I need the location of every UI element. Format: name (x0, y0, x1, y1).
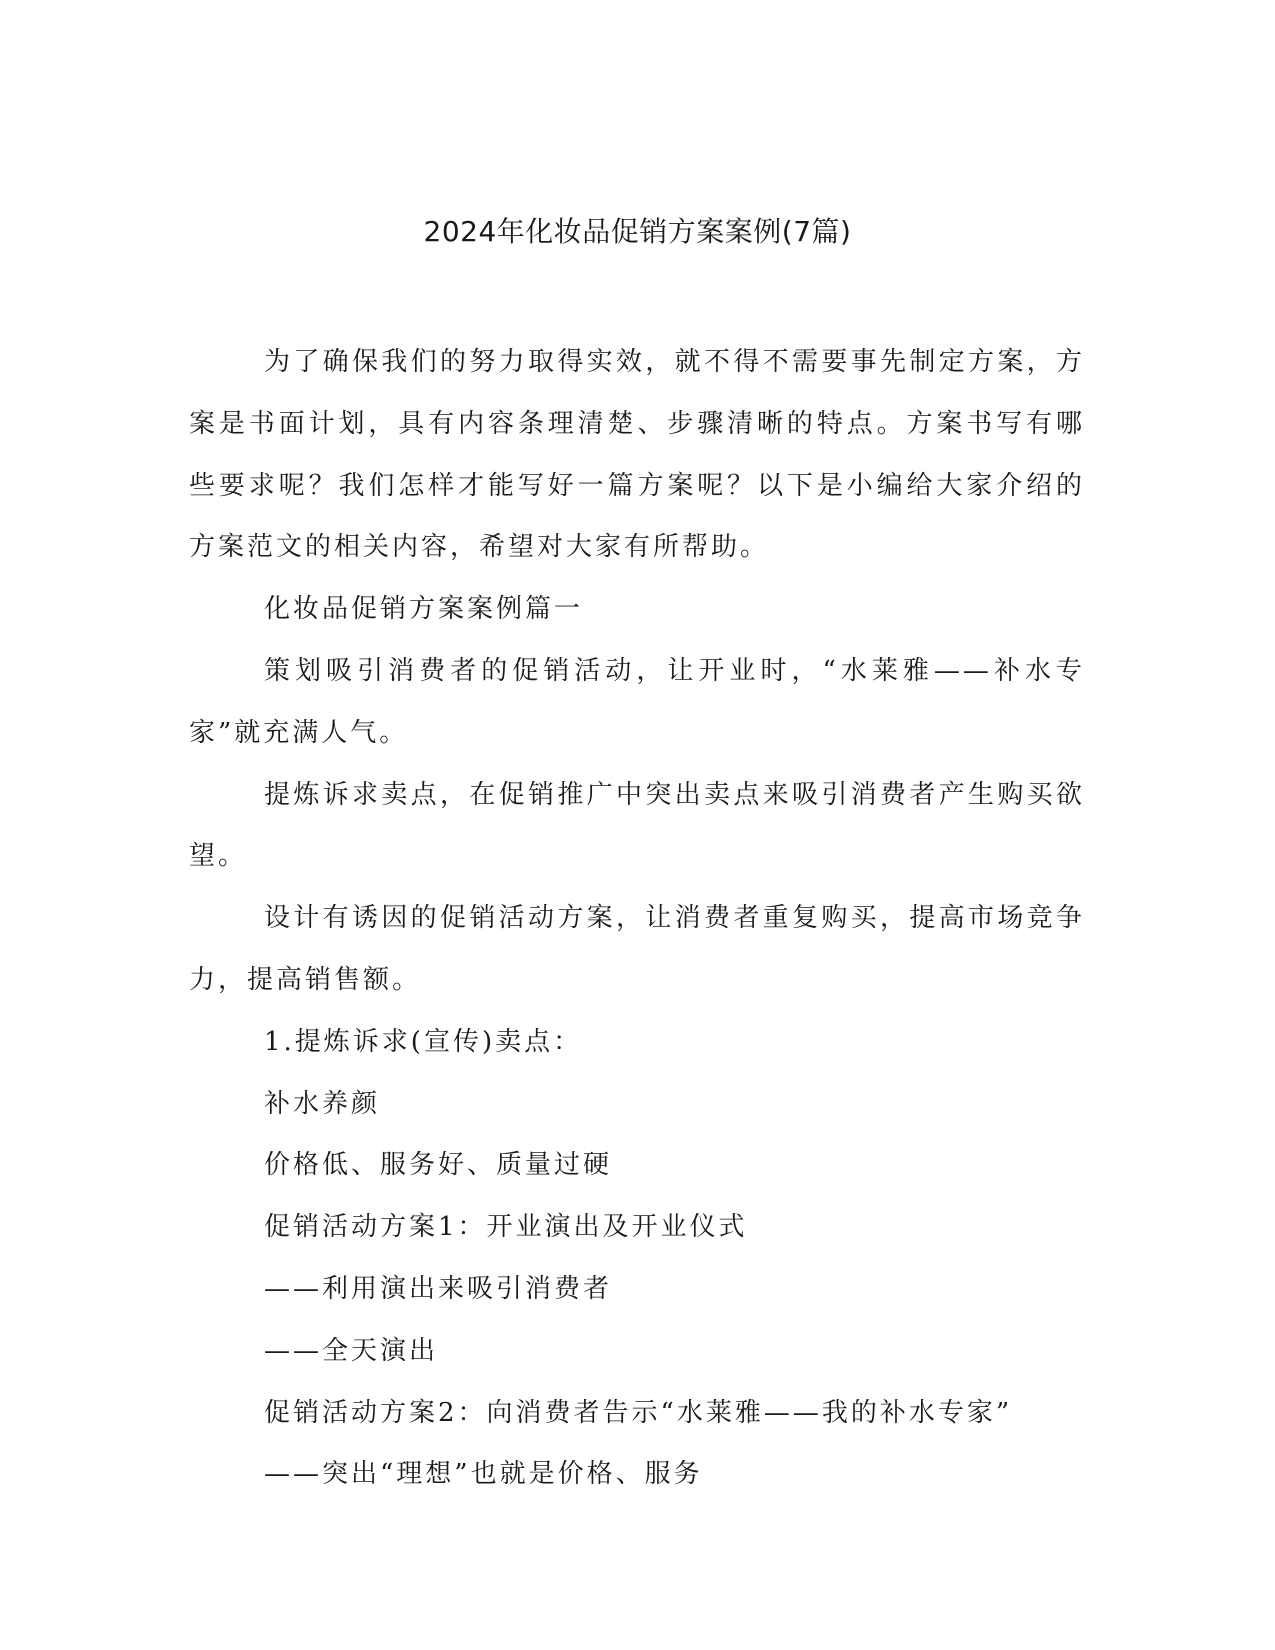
list-item: 1.提炼诉求(宣传)卖点： (264, 1026, 583, 1057)
document-title: 2024年化妆品促销方案案例(7篇) (423, 215, 852, 248)
paragraph: 设计有诱因的促销活动方案，让消费者重复购买，提高市场竞争力，提高销售额。 (189, 903, 1085, 995)
paragraph: 策划吸引消费者的促销活动，让开业时，“水莱雅——补水专家”就充满人气。 (189, 655, 1085, 748)
intro-paragraph: 为了确保我们的努力取得实效，就不得不需要事先制定方案，方案是书面计划，具有内容条理清楚、步骤清晰的特点。方案书写有哪些要求呢？我们怎样才能写好一篇方案呢？以下是小编给大家介绍的方案范文的相关内容，希望对大家有所帮助。 (189, 347, 1085, 563)
list-item: ——全天演出 (264, 1335, 439, 1366)
section-heading: 化妆品促销方案案例篇一 (264, 594, 584, 625)
document-body (189, 332, 1085, 1506)
list-item: 促销活动方案1：开业演出及开业仪式 (264, 1212, 748, 1243)
list-item: 价格低、服务好、质量过硬 (264, 1150, 613, 1181)
list-item: 补水养颜 (264, 1088, 381, 1119)
list-item: ——利用演出来吸引消费者 (264, 1273, 613, 1304)
paragraph: 提炼诉求卖点，在促销推广中突出卖点来吸引消费者产生购买欲望。 (189, 779, 1085, 872)
list-item: 促销活动方案2：向消费者告示“水莱雅——我的补水专家” (264, 1397, 1013, 1428)
list-item: ——突出“理想”也就是价格、服务 (264, 1459, 703, 1490)
